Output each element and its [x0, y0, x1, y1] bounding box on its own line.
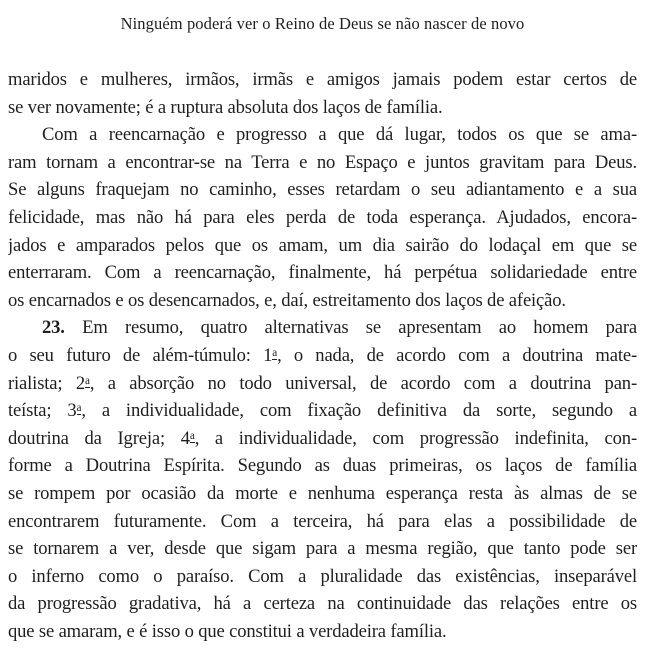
text-line: teísta; 3$^a$, a individualidade, com fixação definitiva da sorte, segundo a: [8, 400, 637, 422]
text-line: maridos e mulheres, irmãos, irmãs e amigos jamais podem estar certos de: [8, 69, 637, 90]
ordinal-indicator: a: [272, 347, 278, 360]
text-line: se rompem por ocasião da morte e nenhuma esperança resta às almas de se: [8, 482, 637, 504]
ordinal-indicator: a: [189, 430, 195, 443]
text-line: se tornarem a ver, desde que sigam para a mesma região, que tanto pode ser: [8, 538, 637, 560]
text-line: enterraram. Com a reencarnação, finalmente, há perpétua solidariedade entre: [8, 262, 637, 284]
text-line: se ver novamente; é a ruptura absoluta dos laços de família.: [8, 96, 443, 118]
section-number: 23.: [42, 317, 65, 339]
text-line: que se amaram, e é isso o que constitui a verdadeira família.: [8, 620, 447, 642]
text-line: o seu futuro de além-túmulo: 1$^a$, o nada, de acordo com a doutrina mate-: [8, 344, 637, 366]
text-line: ram tornam a encontrar-se na Terra e no Espaço e juntos gravitam para Deus.: [8, 151, 637, 173]
page-body: [8, 66, 637, 645]
text-line: doutrina da Igreja; 4$^a$, a individualidade, com progressão indefinita, con-: [8, 427, 637, 449]
paragraph: [8, 121, 637, 314]
text-line: os encarnados e os desencarnados, e, daí, estreitamento dos laços de afeição.: [8, 289, 566, 311]
text-line: Com a reencarnação e progresso a que dá lugar, todos os que se ama-: [42, 124, 637, 146]
paragraph: [8, 314, 637, 645]
text-line: forme a Doutrina Espírita. Segundo as duas primeiras, os laços de família: [8, 455, 637, 477]
text-line: felicidade, mas não há para eles perda de toda esperança. Ajudados, encora-: [8, 206, 637, 228]
text-line: encontrarem futuramente. Com a terceira, há para elas a possibilidade de: [8, 510, 637, 532]
text-line: o inferno como o paraíso. Com a pluralidade das existências, inseparável: [8, 565, 637, 587]
paragraph: [8, 66, 637, 121]
text-line: 23. Em resumo, quatro alternativas se apresentam ao homem para: [42, 317, 637, 339]
ordinal-indicator: a: [85, 374, 90, 387]
ordinal-indicator: a: [76, 402, 82, 415]
text-line: jados e amparados pelos que os amam, um dia sairão do lodaçal em que se: [8, 234, 637, 256]
text-line: rialista; 2$^a$, a absorção no todo universal, de acordo com a doutrina pan-: [8, 372, 637, 394]
running-header: Ninguém poderá ver o Reino de Deus se não nascer de novo: [120, 14, 525, 33]
text-line: Se alguns fraquejam no caminho, esses retardam o seu adiantamento e a sua: [8, 179, 637, 201]
text-line: da progressão gradativa, há a certeza na continuidade das relações entre os: [8, 593, 637, 615]
